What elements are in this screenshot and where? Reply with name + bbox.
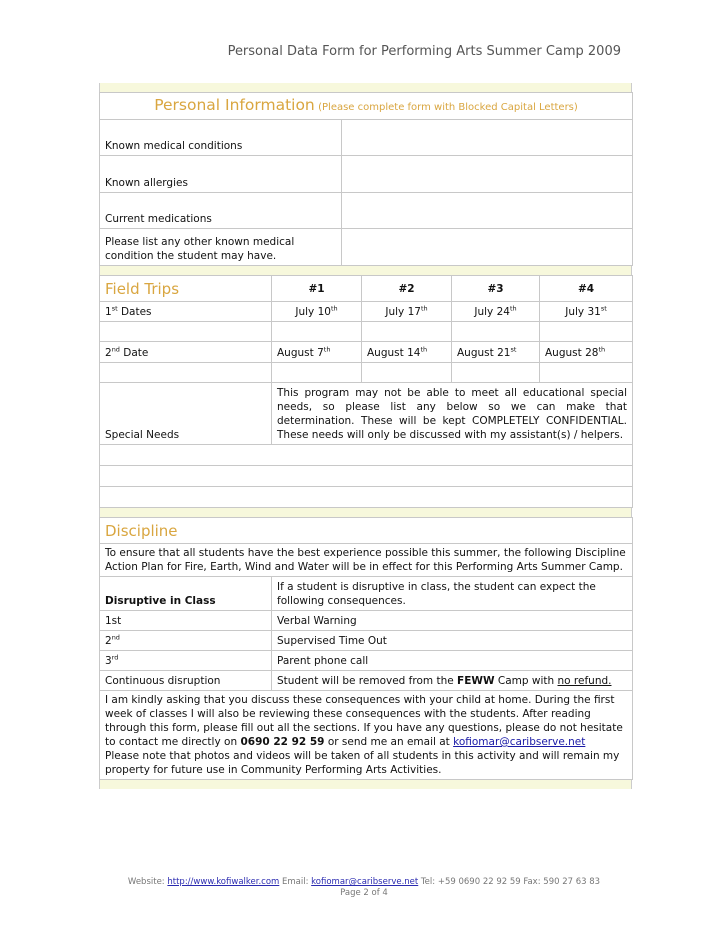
footer-email-link[interactable]: kofiomar@caribserve.net: [311, 877, 419, 887]
consequence-1-action: Verbal Warning: [272, 611, 633, 631]
trip-header-4: #4: [540, 276, 633, 302]
consequence-1-step: 1st: [100, 611, 272, 631]
trip-4-blank-2[interactable]: [540, 363, 633, 383]
trip-3-blank-1[interactable]: [452, 322, 540, 342]
discipline-closing: [100, 691, 633, 780]
trip-3-date-2: August 21st: [452, 342, 540, 363]
disruptive-in-class-desc: If a student is disruptive in class, the student can expect the following consequences.: [272, 577, 633, 611]
trip-2-date-1: July 17th: [362, 302, 452, 322]
website-link[interactable]: http://www.kofiwalker.com: [167, 877, 280, 887]
field-trips-table: [99, 275, 633, 508]
medical-conditions-label: Known medical conditions: [100, 120, 342, 156]
personal-info-heading: Personal Information: [154, 95, 315, 114]
second-date-label: 2nd Date: [100, 342, 272, 363]
closing-paragraph-2: Please note that photos and videos will be taken of all students in this activity and will remain my property for future use in Community Performing Arts Activities.: [105, 750, 620, 776]
discipline-title: Discipline: [100, 518, 633, 544]
trip-4-date-1: July 31st: [540, 302, 633, 322]
medications-field[interactable]: [342, 193, 633, 229]
contact-email-link[interactable]: kofiomar@caribserve.net: [453, 736, 586, 748]
discipline-intro: To ensure that all students have the best experience possible this summer, the following Discipline Action Plan for Fire, Earth, Wind and Water will be in effect for this Performing Arts Summer Camp.: [100, 544, 633, 577]
field-trips-title: Field Trips: [100, 276, 272, 302]
trip-4-date-2: August 28th: [540, 342, 633, 363]
discipline-table: [99, 517, 633, 780]
first-dates-label: 1st Dates: [100, 302, 272, 322]
other-conditions-field[interactable]: [342, 229, 633, 266]
section-spacer: [99, 508, 632, 517]
trip-2-blank-1[interactable]: [362, 322, 452, 342]
allergies-label: Known allergies: [100, 156, 342, 193]
consequence-4-step: Continuous disruption: [100, 671, 272, 691]
section-spacer: [99, 780, 632, 789]
consequence-2-action: Supervised Time Out: [272, 631, 633, 651]
consequence-2-step: 2nd: [100, 631, 272, 651]
closing-paragraph-1: I am kindly asking that you discuss these consequences with your child at home. During the first week of classes I will also be reviewing these consequences with the students. After reading through this form, please fill out all the sections. If you have any questions, please do not hesitate to contact me directly on 0690 22 92 59 or send me an email at kofiomar@caribserve.net: [105, 694, 623, 748]
special-needs-line-2[interactable]: [100, 466, 633, 487]
first-dates-blank[interactable]: [100, 322, 272, 342]
consequence-3-action: Parent phone call: [272, 651, 633, 671]
page-footer: Website: http://www.kofiwalker.com Email: kofiomar@caribserve.net Tel: +59 0690 22 92 59 Fax: 590 27 63 83 Page 2 of 4: [0, 877, 728, 899]
trip-1-blank-1[interactable]: [272, 322, 362, 342]
medications-label: Current medications: [100, 193, 342, 229]
page-header: Personal Data Form for Performing Arts Summer Camp 2009: [227, 44, 621, 59]
trip-header-3: #3: [452, 276, 540, 302]
disruptive-in-class-label: Disruptive in Class: [100, 577, 272, 611]
trip-3-blank-2[interactable]: [452, 363, 540, 383]
trip-1-date-2: August 7th: [272, 342, 362, 363]
contact-phone: 0690 22 92 59: [240, 736, 325, 748]
medical-conditions-field[interactable]: [342, 120, 633, 156]
special-needs-line-3[interactable]: [100, 487, 633, 508]
special-needs-line-1[interactable]: [100, 445, 633, 466]
special-needs-description: This program may not be able to meet all educational special needs, so please list any below so we can make that determination. These will be kept COMPLETELY CONFIDENTIAL. These needs will only be discussed with my assistant(s) / helpers.: [272, 383, 633, 445]
personal-info-table: [99, 92, 633, 266]
trip-3-date-1: July 24th: [452, 302, 540, 322]
form-sheet: [99, 83, 632, 789]
trip-1-date-1: July 10th: [272, 302, 362, 322]
trip-2-date-2: August 14th: [362, 342, 452, 363]
trip-header-1: #1: [272, 276, 362, 302]
consequence-3-step: 3rd: [100, 651, 272, 671]
trip-2-blank-2[interactable]: [362, 363, 452, 383]
other-conditions-label: Please list any other known medical condition the student may have.: [100, 229, 342, 266]
personal-info-instruction: (Please complete form with Blocked Capital Letters): [318, 101, 578, 113]
consequence-4-action: Student will be removed from the FEWW Camp with no refund.: [272, 671, 633, 691]
trip-header-2: #2: [362, 276, 452, 302]
personal-info-title: [100, 93, 633, 120]
page-number: Page 2 of 4: [340, 888, 388, 898]
section-spacer: [99, 266, 632, 275]
section-spacer: [99, 83, 632, 92]
trip-1-blank-2[interactable]: [272, 363, 362, 383]
second-date-blank[interactable]: [100, 363, 272, 383]
trip-4-blank-1[interactable]: [540, 322, 633, 342]
allergies-field[interactable]: [342, 156, 633, 193]
special-needs-label: Special Needs: [100, 383, 272, 445]
